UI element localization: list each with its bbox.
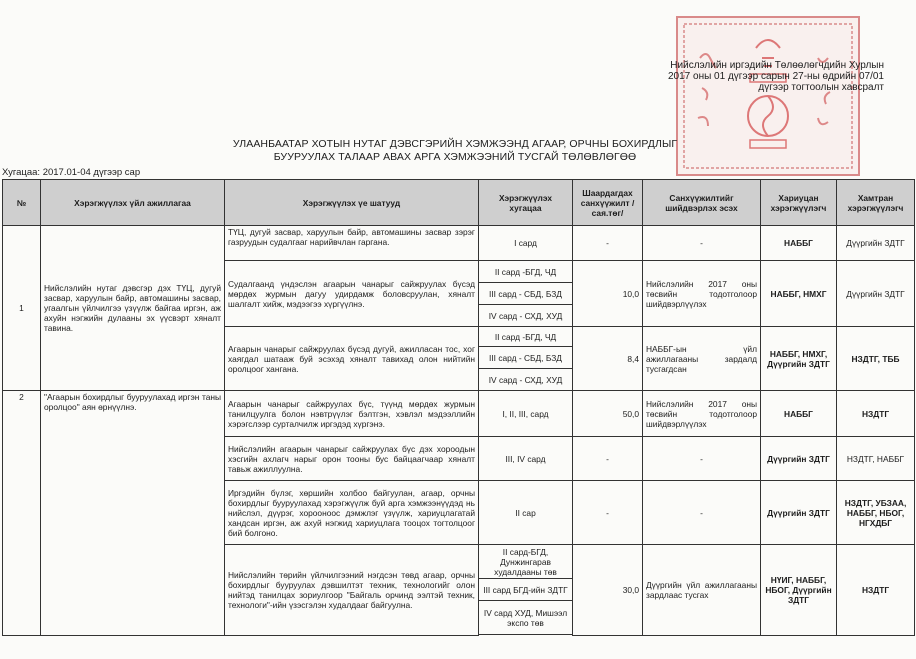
responsible-cell: Дүүргийн ЗДТГ xyxy=(761,437,837,481)
table-header-row xyxy=(3,180,915,226)
period-cell: III сард - СБД, БЗД xyxy=(479,347,573,369)
stage-text: ТҮЦ, дугуй засвар, харуулын байр, автомашины засвар зэрэг газруудын судалгааг нарийвчлан гаргана. xyxy=(225,226,479,261)
activity-text: "Агаарын бохирдлыг бууруулахад иргэн таны оролцоо" аян өрнүүлнэ. xyxy=(41,391,225,636)
partner-cell: НЗДТГ xyxy=(837,391,915,437)
period-cell: I, II, III, сард xyxy=(479,391,573,437)
period-cell: II сард -БГД, ЧД xyxy=(479,327,573,347)
activity-text: Нийслэлийн нутаг дэвсгэр дэх ТҮЦ, дугуй засвар, харуулын байр, автомашины засвар, угаалгын үйлчилгээ үзүүлж байгаа иргэн, аж ахуйн нэгжийн дулааны эх үүсвэрт хяналт тавина. xyxy=(41,226,225,391)
stage-text: Иргэдийн бүлэг, хөршийн холбоо байгуулан, агаар, орчны бохирдлыг бууруулахад хэрэгжүүлж буй арга хэмжээнүүдэд нь нийслэл, дүүрэг, хорооноос дэмжлэг үзүүлж, хариуцлагатай хандсан иргэн, аж ахуй нэгжид хариуцлага тооцох тогтолцоог бий болгоно. xyxy=(225,481,479,545)
header-partner: Хамтран хэрэгжүүлэгч xyxy=(837,180,915,226)
source-cell: - xyxy=(643,481,761,545)
table-row xyxy=(3,391,915,437)
source-cell: Дүүргийн үйл ажиллагааны зардлаас тусгах xyxy=(643,545,761,636)
stage-text: Агаарын чанарыг сайжруулах бүсэд дугуй, ажилласан тос, хог хаягдал шатааж буй эсэхэд хяналт тавихад олон нийтийн оролцоог хангана. xyxy=(225,327,479,391)
partner-cell: НЗДТГ, ТББ xyxy=(837,327,915,391)
header-no: № xyxy=(3,180,41,226)
stage-text: Агаарын чанарыг сайжруулах бүс, түүнд мөрдөх журмын танилцуулга болон нэвтрүүлэг бэлтгэн, хэвлэл мэдээллийн хэрэгслээр сурталчилж иргэдэд хүргэнэ. xyxy=(225,391,479,437)
approval-line-1: Нийслэлийн иргэдийн Төлөөлөгчдийн Хурлын xyxy=(670,60,884,71)
row-number: 1 xyxy=(3,226,41,391)
header-source: Санхүүжилтийг шийдвэрлэх эсэх xyxy=(643,180,761,226)
spacer-cell xyxy=(479,635,573,636)
period-cell: II сар xyxy=(479,481,573,545)
partner-cell: Дүүргийн ЗДТГ xyxy=(837,261,915,327)
funding-cell: 8,4 xyxy=(573,327,643,391)
document-title xyxy=(210,138,700,164)
title-line-1: УЛААНБААТАР ХОТЫН НУТАГ ДЭВСГЭРИЙН ХЭМЖЭЭНД АГААР, ОРЧНЫ БОХИРДЛЫГ xyxy=(232,138,678,150)
funding-cell: 50,0 xyxy=(573,391,643,437)
stage-text: Нийслэлийн төрийн үйлчилгээний нэгдсэн төвд агаар, орчны бохирдлыг бууруулах дэвшилтэт техник, технологийг олон нийтэд танилцах зориулгоор "Байгаль орчинд ээлтэй техник, технологи"-ийн үзэсгэлэн худалдааг байгуулна. xyxy=(225,545,479,636)
period-cell: II сард -БГД, ЧД xyxy=(479,261,573,283)
source-cell: - xyxy=(643,226,761,261)
funding-cell: - xyxy=(573,481,643,545)
period-cell: IV сард - СХД, ХУД xyxy=(479,369,573,391)
period-cell: III, IV сард xyxy=(479,437,573,481)
partner-cell: НЗДТГ, УБЗАА, НАББГ, НБОГ, НГХДБГ xyxy=(837,481,915,545)
funding-cell: - xyxy=(573,226,643,261)
period-cell: I сард xyxy=(479,226,573,261)
responsible-cell: Дүүргийн ЗДТГ xyxy=(761,481,837,545)
period-cell: III сард БГД-ийн ЗДТГ xyxy=(479,579,573,601)
header-funding: Шаардагдах санхүүжилт /сая.төг/ xyxy=(573,180,643,226)
approval-line-2: 2017 оны 01 дүгээр сарын 27-ны өдрийн 07/01 xyxy=(667,71,884,82)
header-responsible: Хариуцан хэрэгжүүлэгч xyxy=(761,180,837,226)
period-cell: III сард - СБД, БЗД xyxy=(479,283,573,305)
action-plan-table xyxy=(2,179,915,636)
source-cell: - xyxy=(643,437,761,481)
stage-text: Судалгаанд үндэслэн агаарын чанарыг сайжруулах бүсэд мөрдөх журмын дагуу удирдамж боловсруулан, хяналт шалгалт хийж, мэдээгээ хүргүүлнэ. xyxy=(225,261,479,327)
funding-cell: 10,0 xyxy=(573,261,643,327)
source-cell: Нийслэлийн 2017 оны төсвийн тодотголоор шийдвэрлүүлэх xyxy=(643,261,761,327)
row-number: 2 xyxy=(3,391,41,636)
deadline-text: Хугацаа: 2017.01-04 дүгээр сар xyxy=(2,167,141,178)
partner-cell: НЗДТГ xyxy=(837,545,915,636)
source-cell: Нийслэлийн 2017 оны төсвийн тодотголоор шийдвэрлүүлэх xyxy=(643,391,761,437)
funding-cell: 30,0 xyxy=(573,545,643,636)
source-cell: НАББГ-ын үйл ажиллагааны зардалд тусгагдсан xyxy=(643,327,761,391)
responsible-cell: НАББГ xyxy=(761,226,837,261)
responsible-cell: НҮИГ, НАББГ, НБОГ, Дүүргийн ЗДТГ xyxy=(761,545,837,636)
responsible-cell: НАББГ, НМХГ xyxy=(761,261,837,327)
partner-cell: Дүүргийн ЗДТГ xyxy=(837,226,915,261)
period-cell: IV сард ХУД, Мишээл экспо төв xyxy=(479,601,573,635)
funding-cell: - xyxy=(573,437,643,481)
responsible-cell: НАББГ, НМХГ, Дүүргийн ЗДТГ xyxy=(761,327,837,391)
header-period: Хэрэгжүүлэх хугацаа xyxy=(479,180,573,226)
table-row xyxy=(3,226,915,261)
stage-text: Нийслэлийн агаарын чанарыг сайжруулах бүс дэх хороодын хэсгийн ахлагч нарыг орон тооны бус байцаагчаар хяналт тавьж ажиллуулна. xyxy=(225,437,479,481)
responsible-cell: НАББГ xyxy=(761,391,837,437)
partner-cell: НЗДТГ, НАББГ xyxy=(837,437,915,481)
official-stamp xyxy=(676,16,860,176)
header-activity: Хэрэгжүүлэх үйл ажиллагаа xyxy=(41,180,225,226)
period-cell: II сард-БГД, Дунжингарав худалдааны төв xyxy=(479,545,573,579)
approval-line-3: дүгээр тогтоолын хавсралт xyxy=(758,82,884,93)
approval-note xyxy=(668,60,884,93)
header-stages: Хэрэгжүүлэх үе шатууд xyxy=(225,180,479,226)
period-cell: IV сард - СХД, ХУД xyxy=(479,305,573,327)
title-line-2: БУУРУУЛАХ ТАЛААР АВАХ АРГА ХЭМЖЭЭНИЙ ТУСГАЙ ТӨЛӨВЛӨГӨӨ xyxy=(273,151,637,163)
